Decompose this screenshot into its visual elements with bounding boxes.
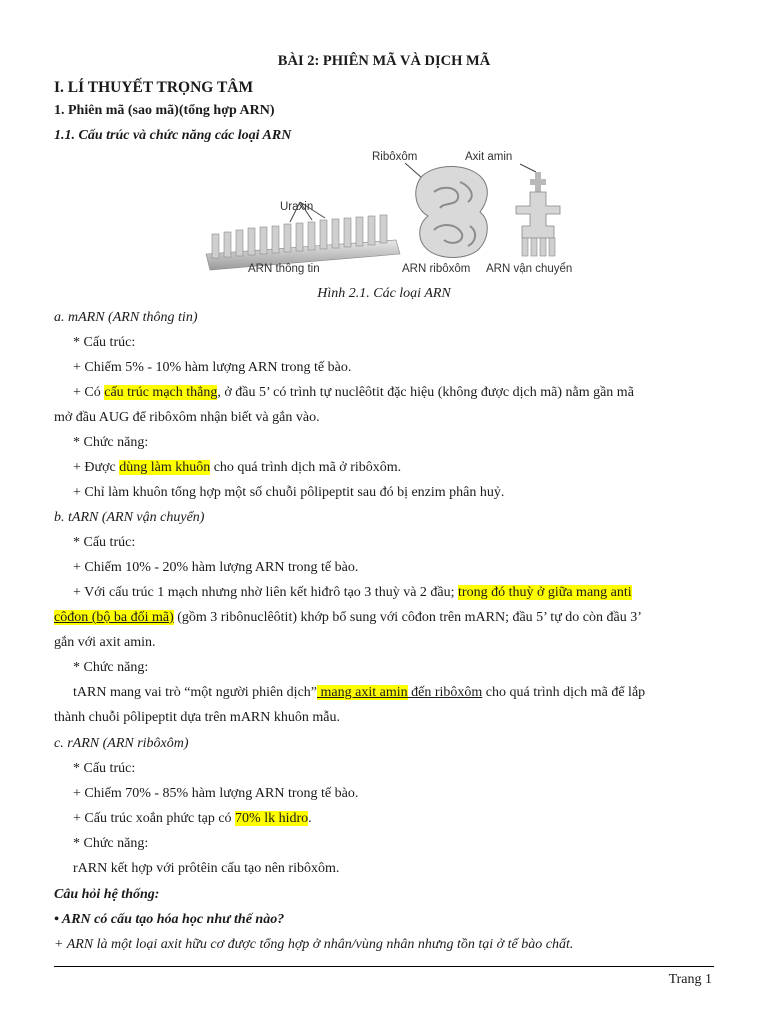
trna-heading: b. tARN (ARN vận chuyển) [54,510,205,525]
mrna-function-label: * Chức năng: [73,435,149,450]
trna-para-2-end: gắn với axit amin. [54,635,156,650]
question-1: • ARN có cấu tạo hóa học như thế nào? [54,912,285,927]
uraxin-label: Uraxin [280,201,314,213]
underlined-text: đến ribôxôm [407,685,483,700]
subsection-heading: 1. Phiên mã (sao mã)(tổng hợp ARN) [54,103,275,118]
lesson-title: BÀI 2: PHIÊN MÃ VÀ DỊCH MÃ [277,53,491,69]
rrna-para-2 [73,810,312,828]
mrna-para-2-cont: mở đầu AUG để ribôxôm nhận biết và gắn vào. [54,410,320,425]
figure-caption: Hình 2.1. Các loại ARN [317,286,451,301]
rrna-heading: c. rARN (ARN ribôxôm) [54,736,189,751]
trna-para-1: + Chiếm 10% - 20% hàm lượng ARN trong tế bào. [73,560,359,575]
rna-types-figure [200,142,595,280]
highlighted-text: côđon (bộ ba đối mã) [54,610,174,625]
text-run: . [308,811,312,826]
text-run: + Cấu trúc xoắn phức tạp có [73,811,236,826]
ribosome-illustration [372,151,487,275]
highlighted-text: mang axit amin [317,685,408,700]
mrna-structure-label: * Cấu trúc: [73,335,136,350]
page-number: Trang 1 [668,972,712,987]
mrna-para-3 [73,459,401,477]
mrna-para-1: + Chiếm 5% - 10% hàm lượng ARN trong tế bào. [73,360,352,375]
rrna-structure-label: * Cấu trúc: [73,761,136,776]
text-run: (gồm 3 ribônuclêôtit) khớp bổ sung với côđon trên mARN; đầu 5’ tự do còn đầu 3’ [173,610,642,625]
trna-para-2-cont [54,609,642,627]
section-heading: I. LÍ THUYẾT TRỌNG TÂM [54,79,254,96]
trna-structure-label: * Cấu trúc: [73,535,136,550]
rrna-para-3: rARN kết hợp với prôtêin cấu tạo nên ribôxôm. [73,861,340,876]
text-run: + Được [73,460,120,475]
rrna-label: ARN ribôxôm [402,263,471,275]
highlighted-text: 70% lk hidro [235,811,309,826]
mrna-para-2 [73,384,634,402]
mrna-para-4: + Chỉ làm khuôn tổng hợp một số chuỗi pôlipeptit sau đó bị enzim phân huỷ. [73,485,505,500]
text-run: tARN mang vai trò “một người phiên dịch” [73,685,318,700]
trna-para-3-cont: thành chuỗi pôlipeptit dựa trên mARN khuôn mẫu. [54,710,340,725]
rrna-function-label: * Chức năng: [73,836,149,851]
highlighted-text: trong đó thuỳ ở giữa mang anti [458,585,632,600]
answer-1: + ARN là một loại axit hữu cơ được tổng hợp ở nhân/vùng nhân nhưng tồn tại ở tế bào chất. [54,937,574,952]
questions-heading: Câu hỏi hệ thống: [54,887,160,902]
rrna-para-1: + Chiếm 70% - 85% hàm lượng ARN trong tế bào. [73,786,359,801]
mrna-label: ARN thông tin [248,263,320,275]
text-run: , ở đầu 5’ có trình tự nuclêôtit đặc hiệu (không được dịch mã) nằm gần mã [217,385,634,400]
mrna-illustration [206,201,400,275]
subsubsection-heading: 1.1. Cấu trúc và chức năng các loại ARN [54,128,292,143]
text-run: + Có [73,385,105,400]
trna-para-2 [73,584,632,602]
footer-divider [54,966,714,967]
mrna-heading: a. mARN (ARN thông tin) [54,310,198,325]
trna-function-label: * Chức năng: [73,660,149,675]
trna-label: ARN vận chuyển [486,263,573,275]
highlighted-text: cấu trúc mạch thẳng [104,385,218,400]
trna-para-3 [73,684,645,702]
highlighted-text: dùng làm khuôn [119,460,211,475]
text-run: cho quá trình dịch mã để lắp [482,685,646,700]
amino-acid-label: Axit amin [465,151,513,163]
text-run: + Với cấu trúc 1 mạch nhưng nhờ liên kết hiđrô tạo 3 thuỳ và 2 đầu; [73,585,459,600]
text-run: cho quá trình dịch mã ở ribôxôm. [210,460,402,475]
ribosome-top-label: Ribôxôm [372,151,418,163]
